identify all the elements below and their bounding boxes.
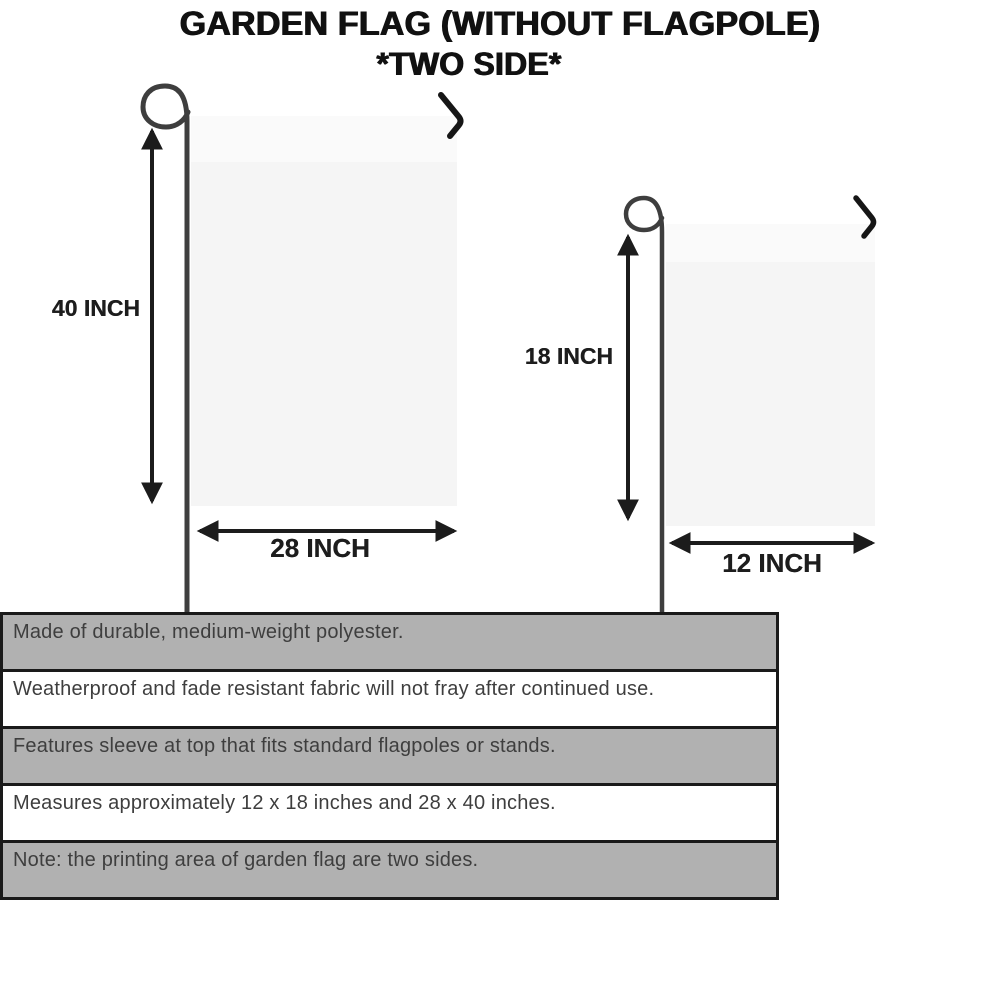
large-flagpole-icon (143, 86, 188, 612)
feature-row-measurements: Measures approximately 12 x 18 inches and 28 x 40 inches. (3, 786, 776, 843)
feature-row-sleeve: Features sleeve at top that fits standard flagpoles or stands. (3, 729, 776, 786)
feature-row-note: Note: the printing area of garden flag are two sides. (3, 843, 776, 897)
small-flagpole-icon (626, 198, 662, 612)
large-flag-width-label: 28 INCH (270, 533, 370, 563)
large-flag-panel (191, 116, 457, 506)
small-flag-width-label: 12 INCH (722, 548, 822, 578)
feature-row-weatherproof: Weatherproof and fade resistant fabric will not fray after continued use. (3, 672, 776, 729)
title-line-1: GARDEN FLAG (WITHOUT FLAGPOLE) (179, 5, 821, 43)
feature-list (0, 612, 779, 900)
feature-row-material: Made of durable, medium-weight polyester. (3, 615, 776, 672)
small-flag-sleeve (666, 224, 875, 262)
large-flag-height-label: 40 INCH (51, 295, 140, 321)
small-flag-panel (666, 224, 875, 526)
title-line-2: *TWO SIDE* (376, 46, 562, 83)
large-flag-sleeve (191, 116, 457, 162)
small-flag-height-label: 18 INCH (524, 343, 613, 369)
